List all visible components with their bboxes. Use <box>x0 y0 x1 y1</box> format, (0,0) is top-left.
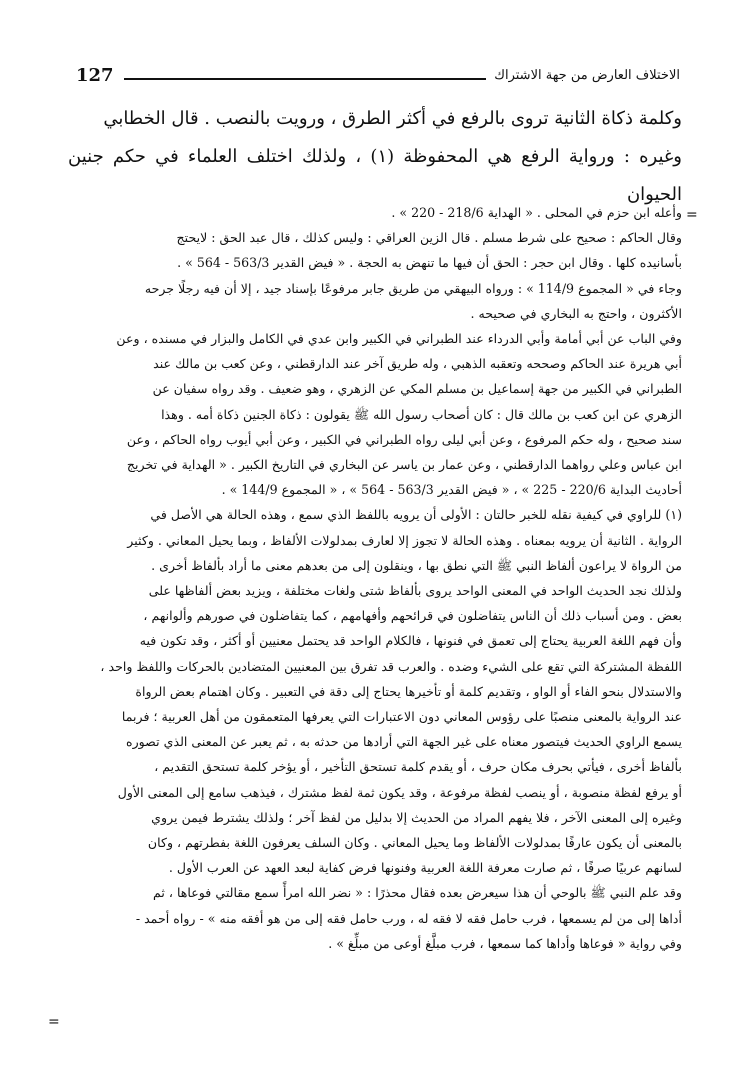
continuation-mark: = <box>686 207 698 223</box>
footnote-line: أبي هريرة عند الحاكم وصححه وتعقبه الذهبي ، وله طريق آخر عند الدارقطني ، وعن كعب بن مالك عند <box>153 356 682 372</box>
footnote-line: وأعله ابن حزم في المحلى . « الهداية 218/6 - 220 » . <box>391 205 682 220</box>
footnote-line: أداها إلى من لم يسمعها ، فرب حامل فقه لا فقه له ، ورب حامل فقه إلى من هو أفقه منه » - رواه أحمد - <box>135 910 682 926</box>
footnote-line: وقال الحاكم : صحيح على شرط مسلم . قال الزين العراقي : وليس كذلك ، قال عبد الحق : لايحتج <box>176 230 682 246</box>
footnote-line: وقد علم النبي ﷺ بالوحي أن هذا سيعرض بعده فقال محذرًا : « نضر الله امرأً سمع مقالتي فوعاها ، ثم <box>153 885 682 901</box>
footnote-line: من الرواة لا يراعون ألفاظ النبي ﷺ التي نطق بها ، وينقلون إلى من بعدهم معنى ما أراد بألفاظ أخرى . <box>151 557 682 573</box>
footnote-line: وأن فهم اللغة العربية يحتاج إلى تعمق في فنونها ، فالكلام الواحد قد يحتمل معنيين أو أكثر ، وقد تكون فيه <box>139 633 682 649</box>
footnote-line: ولذلك نجد الحديث الواحد في المعنى الواحد يروى بألفاظ شتى ولغات مختلفة ، ويزيد بعض ألفاظها على <box>148 583 682 599</box>
page-header <box>76 60 680 86</box>
footnote-line: وفي رواية « فوعاها وأداها كما سمعها ، فرب مبلَّغ أوعى من مبلِّغ » . <box>328 935 682 951</box>
footnote-line: وغيره إلى المعنى الآخر ، فلا يفهم المراد من الحديث إلا بدليل من لفظ آخر ؛ ولذلك يشترط فيمن يروي <box>151 809 682 825</box>
page-number: 127 <box>76 65 114 86</box>
footnote-line: وجاء في « المجموع 114/9 » : ورواه البيهقي من طريق جابر مرفوعًا بإسناد جيد ، إلا أن فيه رجلًا جرحه <box>144 280 682 296</box>
continuation-mark: = <box>48 1014 60 1030</box>
running-title: الاختلاف العارض من جهة الاشتراك <box>494 68 680 83</box>
footnote-line: اللفظة المشتركة التي تقع على الشيء وضده . والعرب قد تفرق بين المعنيين المتضادين بالحركات واللفظ واحد ، <box>100 658 682 674</box>
footnote-line: بالمعنى أن يكون عارفًا بمدلولات الألفاظ وما يحيل المعاني . وكان السلف يعرفون اللغة بفطرتهم ، وكان <box>147 835 682 851</box>
footnote-line: بألفاظ أخرى ، فيأتي بحرف مكان حرف ، أو يقدم كلمة تستحق التأخير ، أو يؤخر كلمة تستحق التقديم ، <box>154 759 682 775</box>
footnote-line: يسمع الراوي الحديث فيتصور معناه على غير الجهة التي أرادها من حدثه به ، ثم يعبر عن المعنى الذي تصوره <box>125 734 682 750</box>
footnote-line: (١) للراوي في كيفية نقله للخبر حالتان : الأولى أن يرويه باللفظ الذي سمع ، وهذه الحالة هي الأصل في <box>150 507 682 523</box>
footnote-line: الأكثرون ، واحتج به البخاري في صحيحه . <box>470 305 682 321</box>
footnote-line: الرواية . الثانية أن يرويه بمعناه . وهذه الحالة لا تجوز إلا لعارف بمدلولات الألفاظ ، وبما يحيل المعاني . وكثير <box>127 532 682 548</box>
footnote-line: بعض . ومن أسباب ذلك أن الناس يتفاضلون في قرائحهم وأفهامهم ، كما يتفاضلون في صورهم وألوانهم ، <box>143 608 682 624</box>
footnote-line: ابن عباس وعلي رواهما الدارقطني ، وعن عمار بن ياسر عن البخاري في التاريخ الكبير . « الهداية في تخريج <box>126 457 682 473</box>
header-rule <box>124 78 487 80</box>
footnote-line: لسانهم عربيًا صرفًا ، ثم صارت معرفة اللغة العربية وفنونها فرض كفاية لبعد العهد عن العرب الأول . <box>168 860 682 876</box>
main-text-line: وكلمة ذكاة الثانية تروى بالرفع في أكثر الطرق ، ورويت بالنصب . قال الخطابي <box>103 108 682 129</box>
footnote-line: الطبراني في الكبير من جهة إسماعيل بن مسلم المكي عن الزهري ، وهو ضعيف . وقد رواه سفيان عن <box>152 381 682 397</box>
footnote-line: أو يرفع لفظة منصوبة ، أو ينصب لفظة مرفوعة ، وقد يكون ثمة لفظ مشترك ، فيذهب سامع إلى المعنى الأول <box>117 784 682 800</box>
footnote-line: الزهري عن ابن كعب بن مالك قال : كان أصحاب رسول الله ﷺ يقولون : ذكاة الجنين ذكاة أمه . وهذا <box>161 406 682 422</box>
footnotes <box>68 200 682 956</box>
footnote-line: وفي الباب عن أبي أمامة وأبي الدرداء عند الطبراني في الكبير وابن عدي في الكامل والبزار في مسنده ، وعن <box>116 331 682 347</box>
footnote-line: سند صحيح ، وله حكم المرفوع ، وعن أبي ليلى رواه الطبراني في الكبير ، وعن أبي أيوب رواه الحاكم ، وعن <box>126 431 682 447</box>
footnote-line: والاستدلال بنحو الفاء أو الواو ، وتقديم كلمة أو تأخيرها يحتاج إلى دقة في التعبير . وكان اهتمام بعض الرواة <box>135 683 682 699</box>
footnote-line: بأسانيده كلها . وقال ابن حجر : الحق أن فيها ما تنهض به الحجة . « فيض القدير 563/3 - 564 » . <box>177 255 682 271</box>
main-text-line: وغيره : ورواية الرفع هي المحفوظة (١) ، ولذلك اختلف العلماء في حكم جنين الحيوان <box>68 146 682 205</box>
main-text <box>68 100 682 214</box>
footnote-line: أحاديث البداية 220/6 - 225 » ، « فيض القدير 563/3 - 564 » ، « المجموع 144/9 » . <box>221 482 682 498</box>
footnote-line: عند الرواية بالمعنى منصبًا على رؤوس المعاني دون الاعتبارات التي يعرفها المتعمقون من أهل العربية ؛ فربما <box>121 709 682 725</box>
